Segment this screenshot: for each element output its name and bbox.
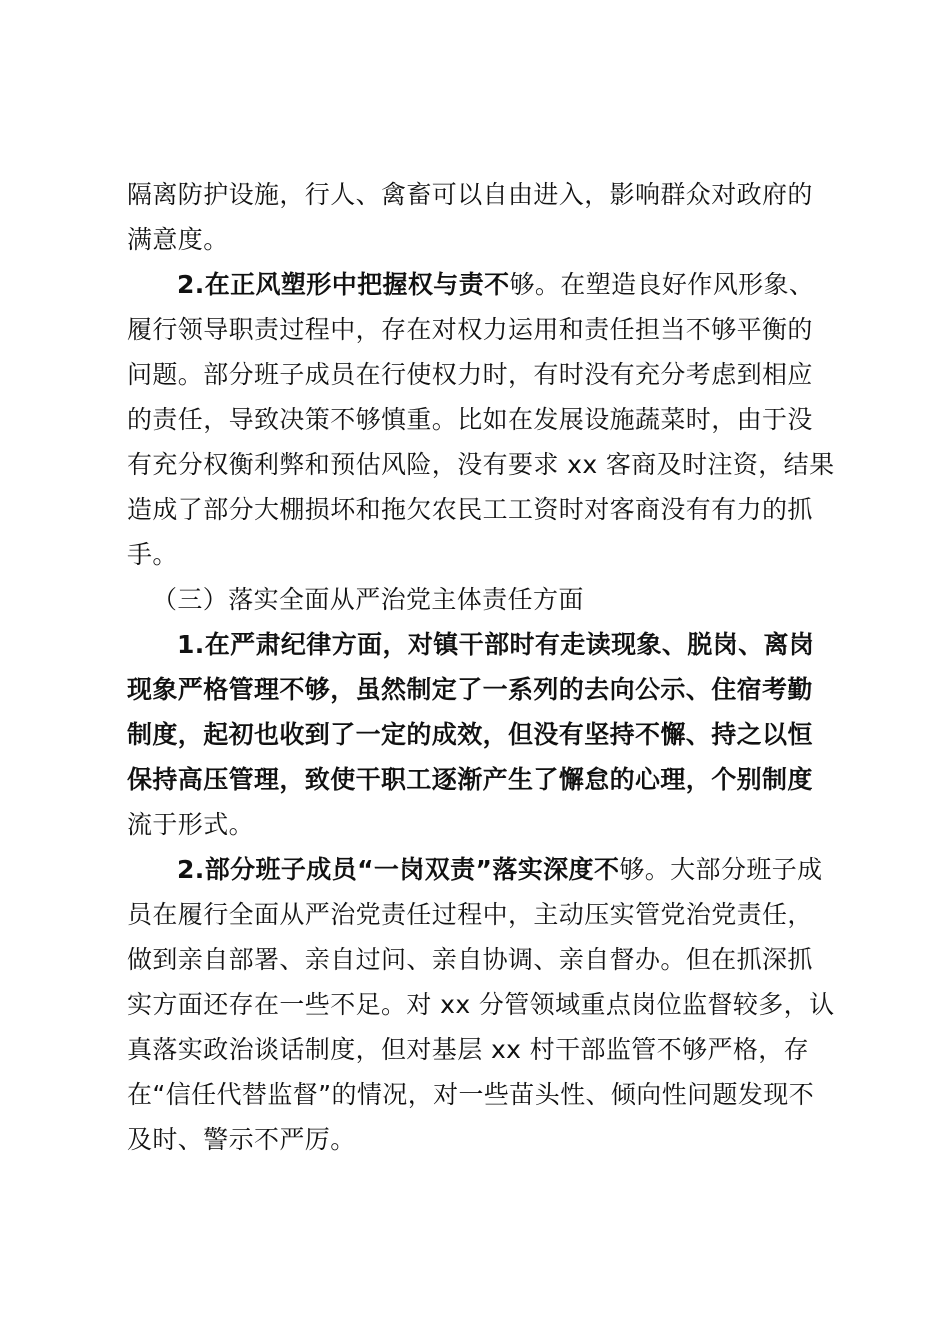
text-line — [127, 945, 813, 975]
paragraph-heading-line — [177, 630, 814, 660]
bold-heading-segment: 2.部分班子成员“一岗双责”落实深度不 — [177, 855, 620, 884]
bold-text-segment: 保持高压管理，致使干职工逐渐产生了懈怠的心理，个别制度 — [127, 765, 813, 794]
text-line — [127, 450, 835, 480]
text-segment: 够。大部分班子成 — [619, 855, 823, 884]
text-line — [127, 1035, 809, 1065]
text-line — [127, 810, 254, 840]
text-line — [127, 765, 813, 795]
text-line — [127, 900, 813, 930]
bold-text-segment: 现象严格管理不够，虽然制定了一系列的去向公示、住宿考勤 — [127, 675, 813, 704]
text-line — [127, 180, 813, 210]
text-line — [127, 1125, 356, 1155]
text-line — [127, 315, 813, 345]
text-segment: 履行领导职责过程中，存在对权力运用和责任担当不够平衡的 — [127, 315, 813, 344]
text-segment: 做到亲自部署、亲自过问、亲自协调、亲自督办。但在抓深抓 — [127, 945, 813, 974]
text-segment: 在“信任代替监督”的情况，对一些苗头性、倾向性问题发现不 — [127, 1080, 815, 1109]
text-segment: 造成了部分大棚损坏和拖欠农民工工资时对客商没有有力的抓 — [127, 495, 813, 524]
text-segment: 真落实政治谈话制度，但对基层 xx 村干部监管不够严格，存 — [127, 1035, 810, 1064]
text-segment: 实方面还存在一些不足。对 xx 分管领域重点岗位监督较多，认 — [127, 990, 835, 1019]
text-segment: 够。在塑造良好作风形象、 — [509, 270, 815, 299]
text-line — [127, 225, 229, 255]
text-segment: 及时、警示不严厉。 — [127, 1125, 356, 1154]
text-segment: （三）落实全面从严治党主体责任方面 — [152, 585, 584, 614]
bold-heading-segment: 2.在正风塑形中把握权与责不 — [177, 270, 510, 299]
text-line — [127, 405, 813, 435]
text-segment: 的责任，导致决策不够慎重。比如在发展设施蔬菜时，由于没 — [127, 405, 813, 434]
bold-text-segment: 1.在严肃纪律方面，对镇干部时有走读现象、脱岗、离岗 — [177, 630, 815, 659]
text-line — [127, 720, 813, 750]
text-segment: 隔离防护设施，行人、禽畜可以自由进入，影响群众对政府的 — [127, 180, 813, 209]
text-segment: 员在履行全面从严治党责任过程中，主动压实管党治党责任， — [127, 900, 813, 929]
text-line — [127, 540, 178, 570]
section-heading — [152, 585, 584, 615]
text-line — [127, 990, 835, 1020]
text-segment: 手。 — [127, 540, 178, 569]
paragraph-heading-line — [177, 270, 814, 300]
text-segment: 问题。部分班子成员在行使权力时，有时没有充分考虑到相应 — [127, 360, 813, 389]
paragraph-heading-line — [177, 855, 823, 885]
text-line — [127, 360, 813, 390]
text-line — [127, 495, 813, 525]
text-line — [127, 675, 813, 705]
text-segment: 满意度。 — [127, 225, 229, 254]
text-line — [127, 1080, 814, 1110]
text-segment: 流于形式。 — [127, 810, 255, 839]
text-segment: 有充分权衡利弊和预估风险，没有要求 xx 客商及时注资，结果 — [127, 450, 835, 479]
bold-text-segment: 制度，起初也收到了一定的成效，但没有坚持不懈、持之以恒 — [127, 720, 813, 749]
